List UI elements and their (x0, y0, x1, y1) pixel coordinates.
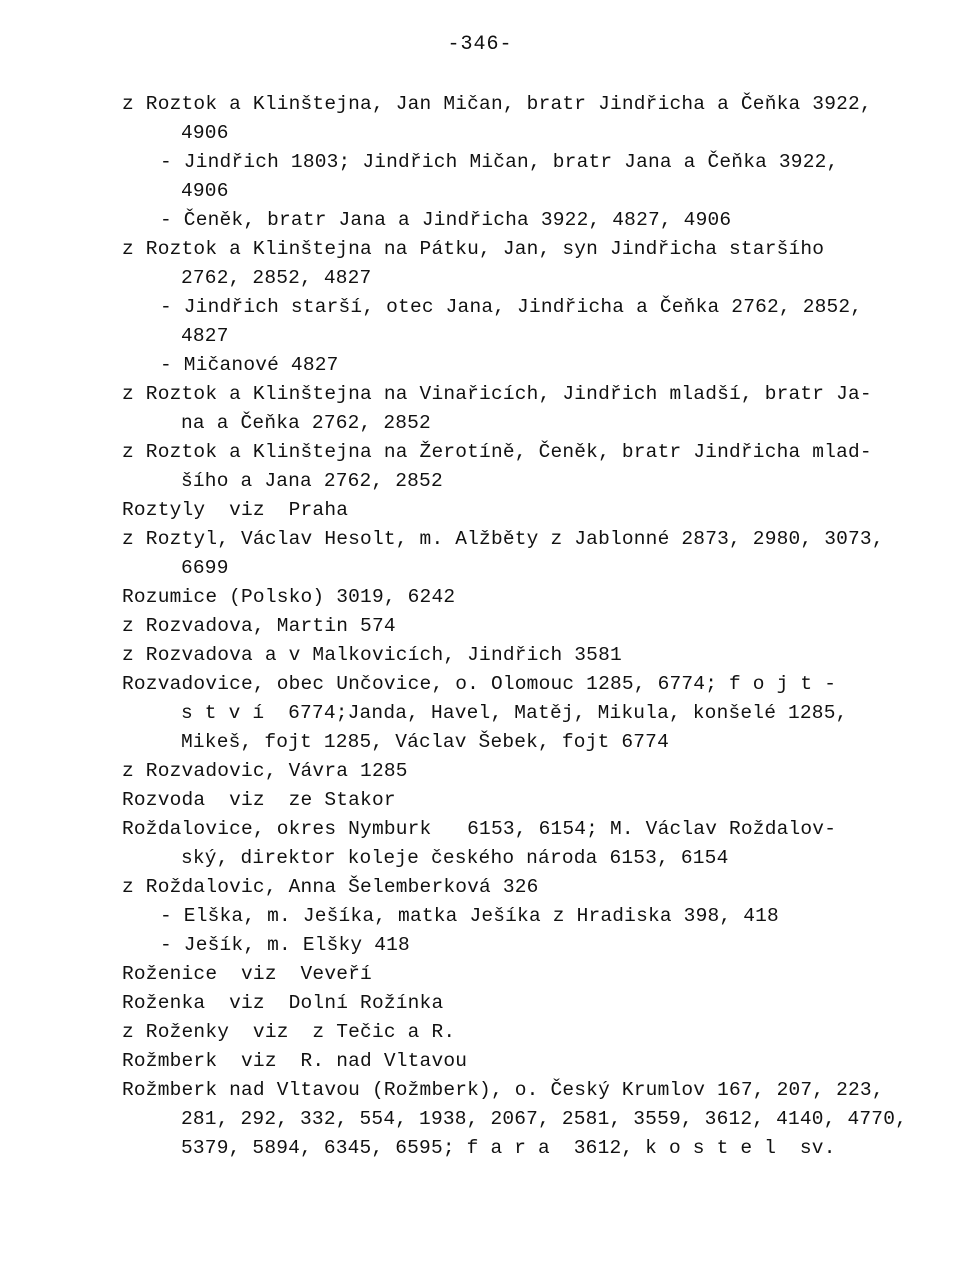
index-entry-line: z Rozvadova, Martin 574 (122, 615, 396, 637)
index-entry-line: Roždalovice, okres Nymburk 6153, 6154; M. Václav Roždalov- (122, 818, 837, 840)
index-entry-line: z Rozvadova a v Malkovicích, Jindřich 3581 (122, 644, 622, 666)
index-entry-line: z Rozvadovic, Vávra 1285 (122, 760, 408, 782)
index-entry-continuation: - Jindřich 1803; Jindřich Mičan, bratr Jana a Čeňka 3922, (160, 151, 839, 173)
index-entry-continuation: 6699 (181, 557, 229, 579)
index-entry-line: Roztyly viz Praha (122, 499, 349, 521)
index-entry-continuation: - Jindřich starší, otec Jana, Jindřicha a Čeňka 2762, 2852, (160, 296, 863, 318)
index-entry-line: z Roztok a Klinštejna na Žerotíně, Čeněk, bratr Jindřicha mlad- (122, 441, 872, 463)
index-entry-continuation: 4906 (181, 122, 229, 144)
index-entry-line: Rozumice (Polsko) 3019, 6242 (122, 586, 456, 608)
index-entry-continuation: - Čeněk, bratr Jana a Jindřicha 3922, 4827, 4906 (160, 209, 732, 231)
index-entry-line: z Roztok a Klinštejna na Pátku, Jan, syn Jindřicha staršího (122, 238, 825, 260)
index-entry-line: Roženka viz Dolní Rožínka (122, 992, 444, 1014)
index-entry-continuation: šího a Jana 2762, 2852 (181, 470, 443, 492)
index-entry-continuation: 4827 (181, 325, 229, 347)
index-entry-line: Rožmberk viz R. nad Vltavou (122, 1050, 468, 1072)
index-entry-line: z Roztyl, Václav Hesolt, m. Alžběty z Jablonné 2873, 2980, 3073, (122, 528, 884, 550)
index-entry-continuation: 281, 292, 332, 554, 1938, 2067, 2581, 3559, 3612, 4140, 4770, (181, 1108, 908, 1130)
index-entry-line: z Roždalovic, Anna Šelemberková 326 (122, 876, 539, 898)
index-entry-line: z Roztok a Klinštejna, Jan Mičan, bratr Jindřicha a Čeňka 3922, (122, 93, 872, 115)
index-entry-continuation: 5379, 5894, 6345, 6595; f a r a 3612, k o s t e l sv. (181, 1137, 836, 1159)
index-entry-continuation: s t v í 6774;Janda, Havel, Matěj, Mikula, konšelé 1285, (181, 702, 848, 724)
index-entries (0, 90, 960, 1163)
index-entry-continuation: - Ješík, m. Elšky 418 (160, 934, 410, 956)
index-entry-continuation: na a Čeňka 2762, 2852 (181, 412, 431, 434)
index-entry-continuation: ský, direktor koleje českého národa 6153, 6154 (181, 847, 729, 869)
index-entry-line: z Roženky viz z Tečic a R. (122, 1021, 456, 1043)
index-entry-line: Rozvoda viz ze Stakor (122, 789, 396, 811)
index-entry-continuation: Mikeš, fojt 1285, Václav Šebek, fojt 6774 (181, 731, 669, 753)
index-entry-line: z Roztok a Klinštejna na Vinařicích, Jindřich mladší, bratr Ja- (122, 383, 872, 405)
index-entry-line: Rožmberk nad Vltavou (Rožmberk), o. Český Krumlov 167, 207, 223, (122, 1079, 884, 1101)
index-entry-continuation: 2762, 2852, 4827 (181, 267, 372, 289)
index-entry-continuation: 4906 (181, 180, 229, 202)
index-entry-line: Rozvadovice, obec Unčovice, o. Olomouc 1285, 6774; f o j t - (122, 673, 837, 695)
index-entry-continuation: - Mičanové 4827 (160, 354, 339, 376)
index-entry-line: Roženice viz Veveří (122, 963, 372, 985)
page-number: -346- (447, 33, 513, 56)
index-entry-continuation: - Elška, m. Ješíka, matka Ješíka z Hradiska 398, 418 (160, 905, 779, 927)
